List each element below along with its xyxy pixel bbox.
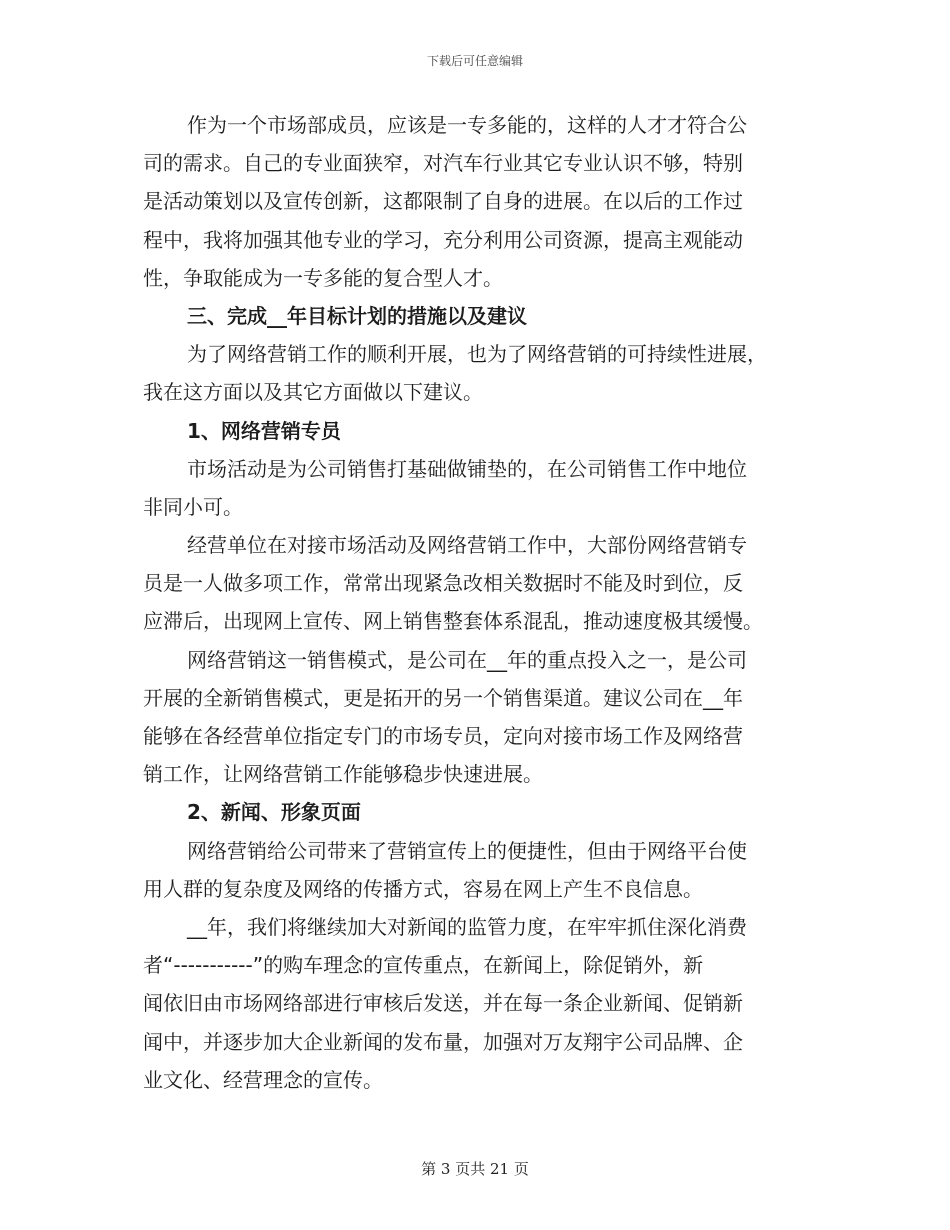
text-line: 网络营销这一销售模式，是公司在__年的重点投入之一，是公司 (187, 647, 747, 672)
page-footer: 第 3 页共 21 页 (421, 1160, 529, 1178)
text-line: __年，我们将继续加大对新闻的监管力度，在牢牢抓住深化消费 (187, 914, 747, 939)
document-body (143, 106, 811, 1099)
text-line: 市场活动是为公司销售打基础做铺垫的，在公司销售工作中地位 (187, 456, 747, 481)
text-line: 我在这方面以及其它方面做以下建议。 (143, 380, 483, 405)
text-line: 能够在各经营单位指定专门的市场专员，定向对接市场工作及网络营 (143, 724, 743, 748)
text-line: 业文化、经营理念的宣传。 (143, 1067, 383, 1092)
text-line: 性，争取能成为一专多能的复合型人才。 (143, 265, 503, 290)
text-line: 用人群的复杂度及网络的传播方式，容易在网上产生不良信息。 (143, 876, 703, 901)
text-line: 经营单位在对接市场活动及网络营销工作中，大部份网络营销专 (187, 533, 747, 558)
text-line: 司的需求。自己的专业面狭窄，对汽车行业其它专业认识不够，特别 (143, 151, 743, 176)
text-line: 应滞后，出现网上宣传、网上销售整套体系混乱，推动速度极其缓慢。 (143, 609, 763, 634)
text-line: 开展的全新销售模式，更是拓开的另一个销售渠道。建议公司在__年 (143, 685, 743, 710)
section-heading: 2、新闻、形象页面 (187, 800, 361, 825)
text-line: 非同小可。 (143, 494, 243, 519)
text-line: 为了网络营销工作的顺利开展，也为了网络营销的可持续性进展， (187, 342, 767, 367)
text-line: 作为一个市场部成员，应该是一专多能的，这样的人才才符合公 (187, 113, 747, 137)
page-header: 下载后可任意编辑 (426, 54, 523, 68)
text-line: 闻中，并逐步加大企业新闻的发布量，加强对万友翔宇公司品牌、企 (143, 1029, 743, 1054)
text-line: 销工作，让网络营销工作能够稳步快速进展。 (143, 762, 543, 787)
text-line: 闻依旧由市场网络部进行审核后发送，并在每一条企业新闻、促销新 (143, 991, 743, 1016)
text-line: 网络营销给公司带来了营销宣传上的便捷性，但由于网络平台使 (187, 838, 747, 863)
section-heading: 1、网络营销专员 (187, 418, 341, 443)
text-line: 是活动策划以及宣传创新，这都限制了自身的进展。在以后的工作过 (143, 189, 743, 214)
section-heading: 三、完成__年目标计划的措施以及建议 (187, 303, 527, 328)
text-line: 程中，我将加强其他专业的学习，充分利用公司资源，提高主观能动 (143, 227, 743, 252)
text-line: 者“-----------”的购车理念的宣传重点，在新闻上，除促销外，新 (143, 953, 704, 978)
text-line: 员是一人做多项工作，常常出现紧急改相关数据时不能及时到位，反 (143, 571, 743, 596)
